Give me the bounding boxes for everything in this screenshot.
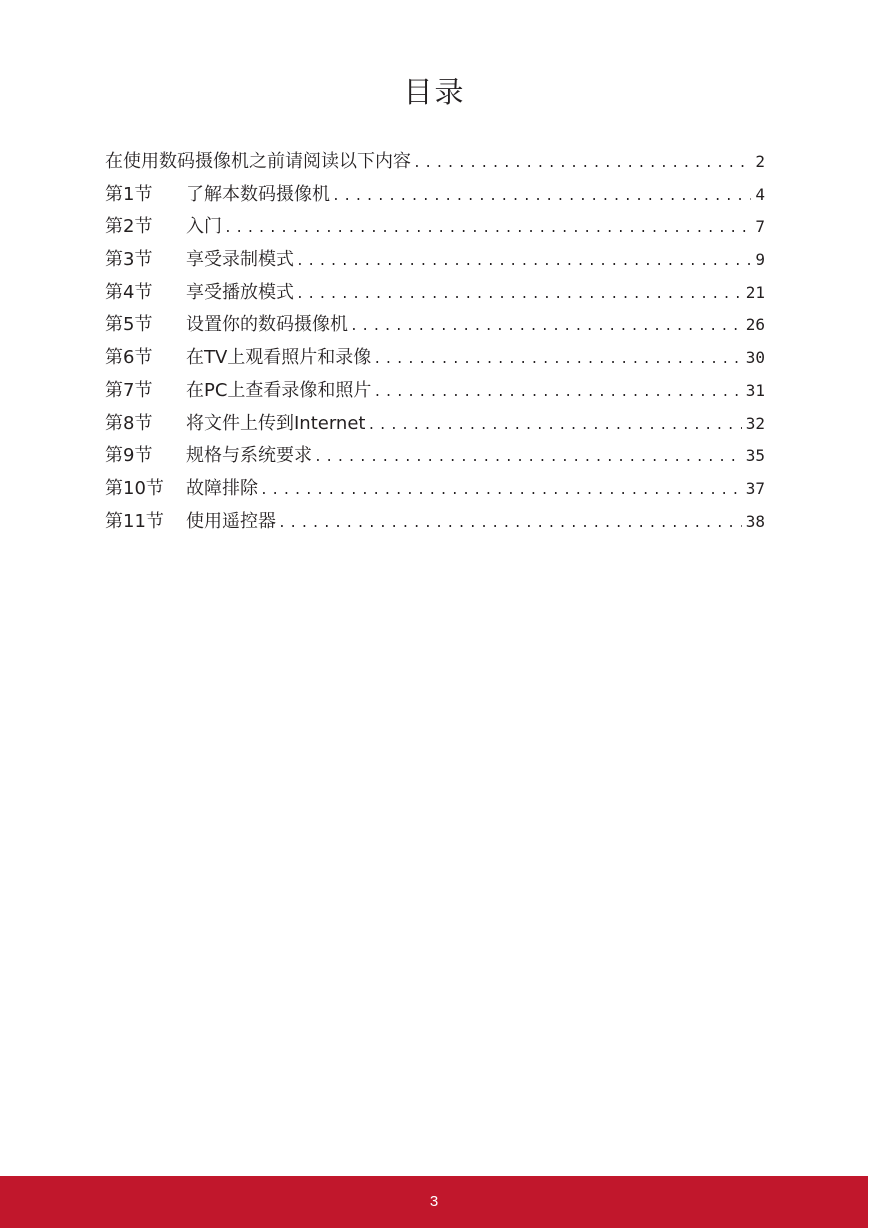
toc-entry-page: 37 bbox=[745, 478, 765, 498]
toc-entry-page: 26 bbox=[745, 315, 765, 335]
toc-entry-section-8[interactable] bbox=[105, 408, 765, 441]
toc-entry-title: 享受播放模式 bbox=[186, 281, 294, 303]
toc-entry-section: 第1节 bbox=[105, 183, 153, 205]
toc-entry-page: 32 bbox=[745, 413, 765, 433]
toc-entry-page: 2 bbox=[755, 152, 765, 171]
toc-entry-title: 设置你的数码摄像机 bbox=[186, 314, 348, 336]
toc-entry-section-5[interactable] bbox=[105, 309, 765, 342]
toc-dot-leader bbox=[373, 377, 741, 410]
toc-entry-section: 第7节 bbox=[105, 379, 153, 401]
toc-entry-title: 入门 bbox=[186, 216, 222, 238]
toc-dot-leader bbox=[367, 410, 741, 443]
toc-entry-section-7[interactable] bbox=[105, 375, 765, 408]
toc-dot-leader bbox=[332, 181, 751, 214]
toc-entry-page: 4 bbox=[755, 184, 765, 204]
toc-entry-section-11[interactable] bbox=[105, 506, 765, 539]
toc-entry-title: 了解本数码摄像机 bbox=[186, 183, 330, 205]
toc-entry-section-2[interactable] bbox=[105, 211, 765, 244]
toc-entry-page: 21 bbox=[745, 282, 765, 302]
toc-entry-title: 在TV上观看照片和录像 bbox=[186, 347, 372, 369]
toc-dot-leader bbox=[278, 508, 742, 541]
toc-entry-title: 故障排除 bbox=[186, 477, 258, 499]
footer-page-number: 3 bbox=[429, 1193, 439, 1210]
toc-entry-title: 规格与系统要求 bbox=[186, 445, 312, 467]
toc-dot-leader bbox=[373, 344, 741, 377]
toc-entry-section: 第10节 bbox=[105, 477, 164, 499]
toc-dot-leader bbox=[224, 213, 751, 246]
toc-entry-section: 第9节 bbox=[105, 445, 153, 467]
toc-entry-section-10[interactable] bbox=[105, 473, 765, 506]
footer-bar bbox=[0, 1176, 868, 1228]
toc-entry-section-6[interactable] bbox=[105, 342, 765, 375]
toc-entry-section: 第6节 bbox=[105, 347, 153, 369]
toc-entry-page: 30 bbox=[745, 348, 765, 368]
toc-entry-section: 第2节 bbox=[105, 216, 153, 238]
toc-dot-leader bbox=[260, 475, 742, 508]
toc-entry-title: 在使用数码摄像机之前请阅读以下内容 bbox=[105, 151, 411, 172]
toc-entry-section: 第4节 bbox=[105, 281, 153, 303]
toc-dot-leader bbox=[296, 246, 751, 279]
toc-entry-page: 31 bbox=[745, 380, 765, 400]
toc-entry-section-1[interactable] bbox=[105, 179, 765, 212]
toc-entry-section-3[interactable] bbox=[105, 244, 765, 277]
toc-entry-intro[interactable] bbox=[105, 146, 765, 179]
toc-entry-title: 享受录制模式 bbox=[186, 249, 294, 271]
toc-entry-title: 将文件上传到Internet bbox=[186, 412, 366, 434]
toc-dot-leader bbox=[350, 311, 742, 344]
toc-entry-page: 38 bbox=[745, 511, 765, 531]
page-title: 目录 bbox=[403, 75, 466, 109]
toc-entry-page: 35 bbox=[745, 446, 765, 466]
toc-entry-section: 第5节 bbox=[105, 314, 153, 336]
toc-entry-section: 第8节 bbox=[105, 412, 153, 434]
toc-dot-leader bbox=[296, 279, 742, 312]
toc-entry-section: 第3节 bbox=[105, 249, 153, 271]
toc-entry-section-4[interactable] bbox=[105, 277, 765, 310]
toc-entry-title: 使用遥控器 bbox=[186, 510, 276, 532]
toc-entry-page: 9 bbox=[755, 250, 765, 270]
table-of-contents bbox=[105, 146, 765, 538]
toc-entry-title: 在PC上查看录像和照片 bbox=[186, 379, 372, 401]
toc-entry-section-9[interactable] bbox=[105, 440, 765, 473]
toc-dot-leader bbox=[314, 442, 742, 475]
toc-entry-page: 7 bbox=[755, 217, 765, 237]
toc-dot-leader bbox=[413, 148, 751, 181]
toc-entry-section: 第11节 bbox=[105, 510, 164, 532]
